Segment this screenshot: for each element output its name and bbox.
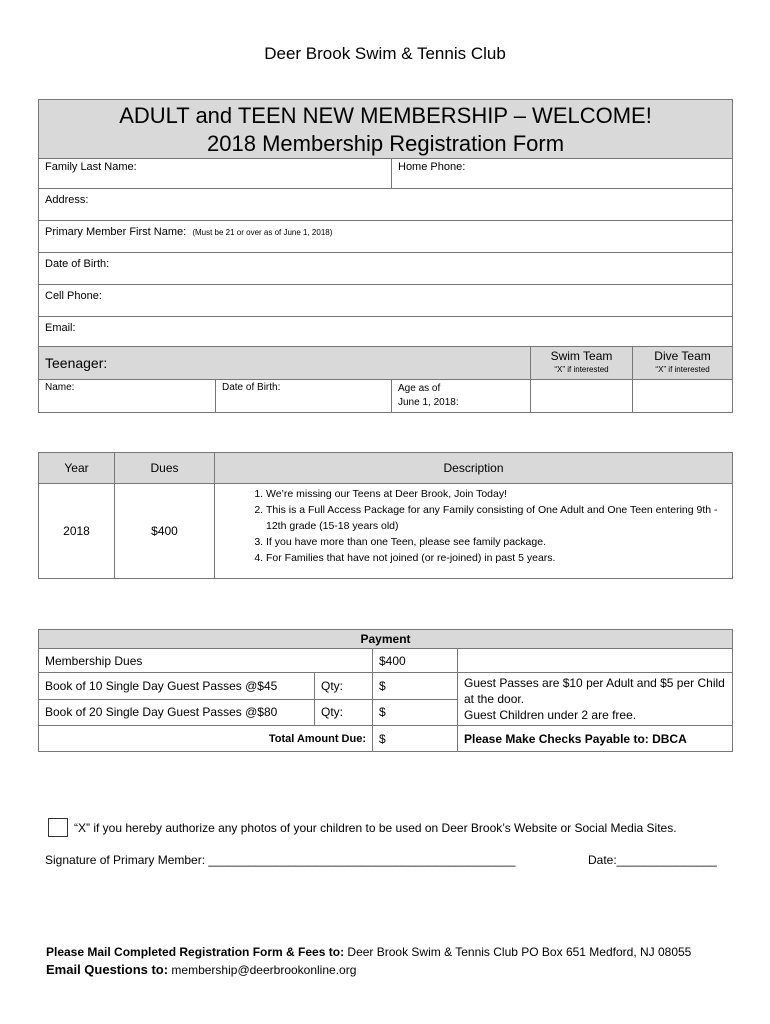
payment-title: Payment: [39, 630, 733, 649]
dollar-sign: $: [379, 705, 386, 720]
primary-first-name-field[interactable]: [39, 221, 733, 253]
swim-team-header: [531, 347, 633, 380]
dues-table: [38, 452, 733, 579]
mail-address: Deer Brook Swim & Tennis Club PO Box 651 Medford, NJ 08055: [347, 945, 692, 959]
dues-header-description: Description: [215, 453, 733, 484]
dollar-sign: $: [379, 731, 386, 746]
home-phone-label: Home Phone:: [398, 161, 466, 173]
description-item: 2. This is a Full Access Package for any Family consisting of One Adult and One Teen entering 9th - 12th grade (15-18 years old): [266, 502, 732, 534]
teen-age-label: Age as of: [398, 383, 441, 394]
description-list: [215, 486, 732, 566]
primary-first-name-label: Primary Member First Name:: [45, 226, 187, 238]
email-questions-label: Email Questions to:: [46, 962, 169, 977]
email-instructions: [46, 962, 356, 977]
teen-dob-label: Date of Birth:: [222, 382, 281, 393]
book10-amount-field[interactable]: [373, 673, 458, 700]
teenager-header: [39, 347, 531, 380]
registration-form-table: [38, 99, 733, 413]
dues-amount: $400: [115, 484, 215, 579]
photo-authorization-checkbox[interactable]: [48, 818, 68, 837]
membership-dues-value: $400: [373, 649, 458, 673]
dues-description: [215, 484, 733, 579]
qty-label: Qty:: [321, 678, 344, 693]
dues-header-year: Year: [39, 453, 115, 484]
dob-field[interactable]: [39, 253, 733, 285]
book10-label: Book of 10 Single Day Guest Passes @$45: [39, 673, 315, 700]
email-address[interactable]: membership@deerbrookonline.org: [171, 963, 357, 977]
dues-year: 2018: [39, 484, 115, 579]
cell-phone-field[interactable]: [39, 285, 733, 317]
teen-age-field[interactable]: [392, 380, 531, 413]
form-header: [39, 100, 733, 159]
address-label: Address:: [45, 194, 89, 206]
signature-line[interactable]: Signature of Primary Member: ______________________________________________: [45, 853, 516, 867]
book20-label: Book of 20 Single Day Guest Passes @$80: [39, 699, 315, 726]
address-field[interactable]: [39, 189, 733, 221]
family-last-name-label: Family Last Name:: [45, 161, 137, 173]
club-name: Deer Brook Swim & Tennis Club: [264, 44, 506, 63]
blank-cell: [458, 649, 733, 673]
total-amount-field[interactable]: [373, 726, 458, 752]
book20-amount-field[interactable]: [373, 699, 458, 726]
membership-dues-label: Membership Dues: [39, 649, 373, 673]
teen-age-date: June 1, 2018:: [398, 397, 459, 408]
guest-pass-note: [458, 673, 733, 726]
dollar-sign: $: [379, 678, 386, 693]
family-last-name-field[interactable]: [39, 159, 392, 189]
book20-qty-field[interactable]: [315, 699, 373, 726]
teen-name-field[interactable]: [39, 380, 216, 413]
guest-note-text: Guest Passes are $10 per Adult and $5 per Child at the door.: [464, 676, 725, 706]
dob-label: Date of Birth:: [45, 258, 110, 270]
dive-interest-note: “X” if interested: [655, 365, 710, 374]
email-field[interactable]: [39, 317, 733, 347]
photo-authorization-text: “X” if you hereby authorize any photos of your children to be used on Deer Brook’s Website or Social Media Sites.: [74, 820, 677, 835]
form-subtitle: 2018 Membership Registration Form: [207, 131, 565, 156]
dues-header-dues: Dues: [115, 453, 215, 484]
email-label: Email:: [45, 322, 76, 334]
total-label: Total Amount Due:: [39, 726, 373, 752]
teen-dob-field[interactable]: [216, 380, 392, 413]
swim-team-check[interactable]: [531, 380, 633, 413]
swim-team-label: Swim Team: [550, 349, 613, 363]
mail-instructions: [46, 945, 691, 959]
description-item: 1. We’re missing our Teens at Deer Brook, Join Today!: [266, 486, 732, 502]
home-phone-field[interactable]: [392, 159, 733, 189]
qty-label: Qty:: [321, 705, 344, 720]
guest-note-text-2: Guest Children under 2 are free.: [464, 708, 637, 722]
dive-team-header: [633, 347, 733, 380]
description-item: 4. For Families that have not joined (or re-joined) in past 5 years.: [266, 550, 732, 566]
dive-team-check[interactable]: [633, 380, 733, 413]
swim-interest-note: “X” if interested: [554, 365, 609, 374]
teenager-label: Teenager:: [45, 355, 108, 371]
description-item: 3. If you have more than one Teen, please see family package.: [266, 534, 732, 550]
dive-team-label: Dive Team: [654, 349, 711, 363]
teen-name-label: Name:: [45, 382, 75, 393]
date-line[interactable]: Date:_______________: [588, 853, 717, 867]
form-title: ADULT and TEEN NEW MEMBERSHIP – WELCOME!: [119, 103, 652, 128]
mail-label: Please Mail Completed Registration Form & Fees to:: [46, 945, 345, 959]
payment-table: [38, 629, 733, 752]
photo-authorization-row: [48, 818, 677, 837]
cell-phone-label: Cell Phone:: [45, 290, 102, 302]
checks-note: Please Make Checks Payable to: DBCA: [458, 726, 733, 752]
primary-age-note: (Must be 21 or over as of June 1, 2018): [192, 228, 333, 237]
book10-qty-field[interactable]: [315, 673, 373, 700]
